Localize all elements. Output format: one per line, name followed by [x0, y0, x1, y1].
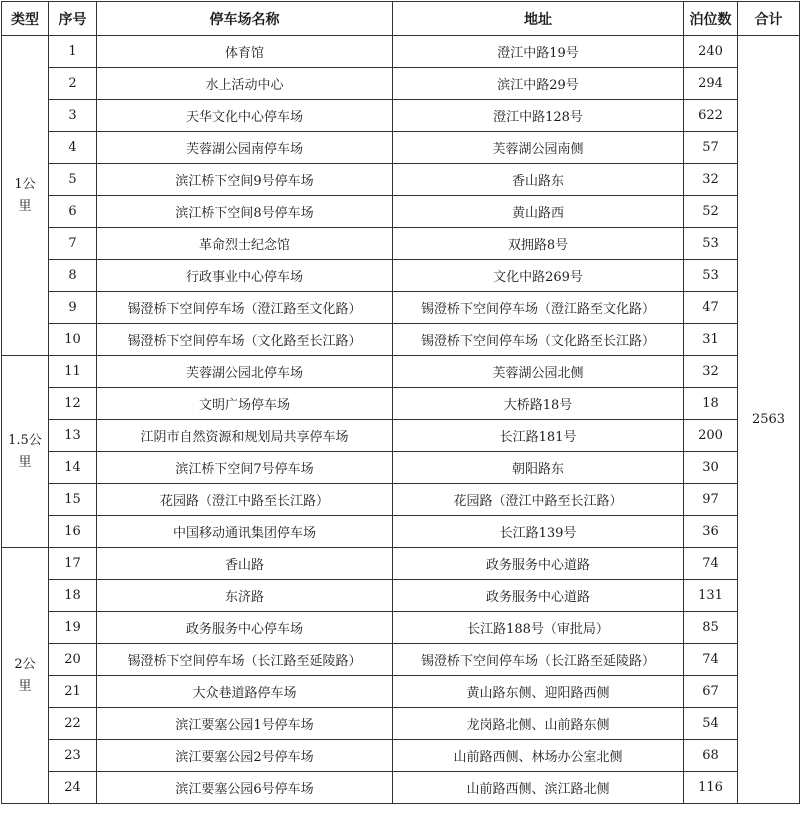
row-number: 8	[49, 260, 97, 292]
parking-spaces: 68	[684, 740, 738, 772]
table-row	[2, 132, 800, 164]
parking-spaces: 32	[684, 164, 738, 196]
category-cell: 1.5公里	[2, 356, 49, 548]
parking-spaces: 52	[684, 196, 738, 228]
parking-name: 行政事业中心停车场	[97, 260, 393, 292]
parking-name: 天华文化中心停车场	[97, 100, 393, 132]
header-row	[2, 2, 800, 36]
table-row	[2, 516, 800, 548]
header-spaces: 泊位数	[684, 2, 738, 36]
parking-name: 滨江要塞公园2号停车场	[97, 740, 393, 772]
table-row	[2, 164, 800, 196]
row-number: 3	[49, 100, 97, 132]
parking-spaces: 97	[684, 484, 738, 516]
parking-spaces: 32	[684, 356, 738, 388]
parking-name: 芙蓉湖公园北停车场	[97, 356, 393, 388]
row-number: 6	[49, 196, 97, 228]
parking-name: 锡澄桥下空间停车场（文化路至长江路）	[97, 324, 393, 356]
category-cell: 1公里	[2, 36, 49, 356]
table-row	[2, 548, 800, 580]
table-row	[2, 708, 800, 740]
table-row	[2, 580, 800, 612]
category-cell: 2公里	[2, 548, 49, 804]
table-row	[2, 772, 800, 804]
table-row	[2, 484, 800, 516]
parking-spaces: 294	[684, 68, 738, 100]
parking-address: 长江路188号（审批局）	[393, 612, 684, 644]
table-body	[2, 36, 800, 804]
parking-spaces: 30	[684, 452, 738, 484]
parking-address: 龙岗路北侧、山前路东侧	[393, 708, 684, 740]
table-row	[2, 388, 800, 420]
parking-name: 滨江要塞公园6号停车场	[97, 772, 393, 804]
row-number: 1	[49, 36, 97, 68]
table-row	[2, 324, 800, 356]
parking-name: 滨江桥下空间8号停车场	[97, 196, 393, 228]
row-number: 10	[49, 324, 97, 356]
parking-name: 锡澄桥下空间停车场（澄江路至文化路）	[97, 292, 393, 324]
row-number: 23	[49, 740, 97, 772]
parking-spaces: 116	[684, 772, 738, 804]
total-cell: 2563	[738, 36, 800, 804]
parking-name: 东济路	[97, 580, 393, 612]
parking-name: 锡澄桥下空间停车场（长江路至延陵路）	[97, 644, 393, 676]
parking-address: 锡澄桥下空间停车场（文化路至长江路）	[393, 324, 684, 356]
parking-spaces: 57	[684, 132, 738, 164]
row-number: 11	[49, 356, 97, 388]
row-number: 16	[49, 516, 97, 548]
row-number: 13	[49, 420, 97, 452]
table-row	[2, 260, 800, 292]
row-number: 4	[49, 132, 97, 164]
table-row	[2, 292, 800, 324]
parking-address: 澄江中路128号	[393, 100, 684, 132]
parking-address: 双拥路8号	[393, 228, 684, 260]
parking-address: 澄江中路19号	[393, 36, 684, 68]
table-row	[2, 68, 800, 100]
parking-name: 革命烈士纪念馆	[97, 228, 393, 260]
parking-address: 山前路西侧、滨江路北侧	[393, 772, 684, 804]
row-number: 14	[49, 452, 97, 484]
table-row	[2, 644, 800, 676]
table-row	[2, 356, 800, 388]
parking-address: 锡澄桥下空间停车场（澄江路至文化路）	[393, 292, 684, 324]
parking-name: 文明广场停车场	[97, 388, 393, 420]
row-number: 22	[49, 708, 97, 740]
parking-spaces: 53	[684, 228, 738, 260]
row-number: 18	[49, 580, 97, 612]
parking-address: 黄山路东侧、迎阳路西侧	[393, 676, 684, 708]
table-row	[2, 100, 800, 132]
parking-name: 中国移动通讯集团停车场	[97, 516, 393, 548]
parking-address: 长江路181号	[393, 420, 684, 452]
row-number: 12	[49, 388, 97, 420]
parking-address: 黄山路西	[393, 196, 684, 228]
row-number: 21	[49, 676, 97, 708]
parking-spaces: 74	[684, 548, 738, 580]
row-number: 5	[49, 164, 97, 196]
parking-spaces: 54	[684, 708, 738, 740]
table-header	[2, 2, 800, 36]
parking-spaces: 67	[684, 676, 738, 708]
parking-address: 山前路西侧、林场办公室北侧	[393, 740, 684, 772]
table-row	[2, 228, 800, 260]
header-name: 停车场名称	[97, 2, 393, 36]
header-total: 合计	[738, 2, 800, 36]
row-number: 24	[49, 772, 97, 804]
parking-name: 花园路（澄江中路至长江路）	[97, 484, 393, 516]
parking-name: 香山路	[97, 548, 393, 580]
header-address: 地址	[393, 2, 684, 36]
parking-name: 体育馆	[97, 36, 393, 68]
parking-spaces: 85	[684, 612, 738, 644]
parking-spaces: 74	[684, 644, 738, 676]
parking-address: 政务服务中心道路	[393, 580, 684, 612]
row-number: 19	[49, 612, 97, 644]
parking-address: 香山路东	[393, 164, 684, 196]
parking-name: 滨江桥下空间9号停车场	[97, 164, 393, 196]
parking-name: 滨江桥下空间7号停车场	[97, 452, 393, 484]
parking-spaces: 622	[684, 100, 738, 132]
table-row	[2, 196, 800, 228]
parking-name: 芙蓉湖公园南停车场	[97, 132, 393, 164]
row-number: 15	[49, 484, 97, 516]
table-row	[2, 676, 800, 708]
parking-spaces: 200	[684, 420, 738, 452]
parking-address: 芙蓉湖公园北侧	[393, 356, 684, 388]
header-type: 类型	[2, 2, 49, 36]
table-row	[2, 740, 800, 772]
parking-spaces: 18	[684, 388, 738, 420]
table-row	[2, 612, 800, 644]
row-number: 2	[49, 68, 97, 100]
parking-address: 长江路139号	[393, 516, 684, 548]
parking-spaces: 131	[684, 580, 738, 612]
parking-address: 锡澄桥下空间停车场（长江路至延陵路）	[393, 644, 684, 676]
row-number: 9	[49, 292, 97, 324]
row-number: 17	[49, 548, 97, 580]
parking-spaces: 31	[684, 324, 738, 356]
table-row	[2, 452, 800, 484]
parking-address: 滨江中路29号	[393, 68, 684, 100]
row-number: 7	[49, 228, 97, 260]
table-row	[2, 36, 800, 68]
parking-name: 江阴市自然资源和规划局共享停车场	[97, 420, 393, 452]
parking-name: 政务服务中心停车场	[97, 612, 393, 644]
parking-address: 大桥路18号	[393, 388, 684, 420]
parking-table	[1, 1, 800, 804]
parking-address: 政务服务中心道路	[393, 548, 684, 580]
parking-name: 大众巷道路停车场	[97, 676, 393, 708]
parking-name: 滨江要塞公园1号停车场	[97, 708, 393, 740]
parking-spaces: 53	[684, 260, 738, 292]
header-number: 序号	[49, 2, 97, 36]
parking-address: 文化中路269号	[393, 260, 684, 292]
row-number: 20	[49, 644, 97, 676]
table-row	[2, 420, 800, 452]
parking-address: 朝阳路东	[393, 452, 684, 484]
parking-address: 花园路（澄江中路至长江路）	[393, 484, 684, 516]
parking-name: 水上活动中心	[97, 68, 393, 100]
parking-spaces: 47	[684, 292, 738, 324]
parking-spaces: 240	[684, 36, 738, 68]
parking-spaces: 36	[684, 516, 738, 548]
parking-address: 芙蓉湖公园南侧	[393, 132, 684, 164]
